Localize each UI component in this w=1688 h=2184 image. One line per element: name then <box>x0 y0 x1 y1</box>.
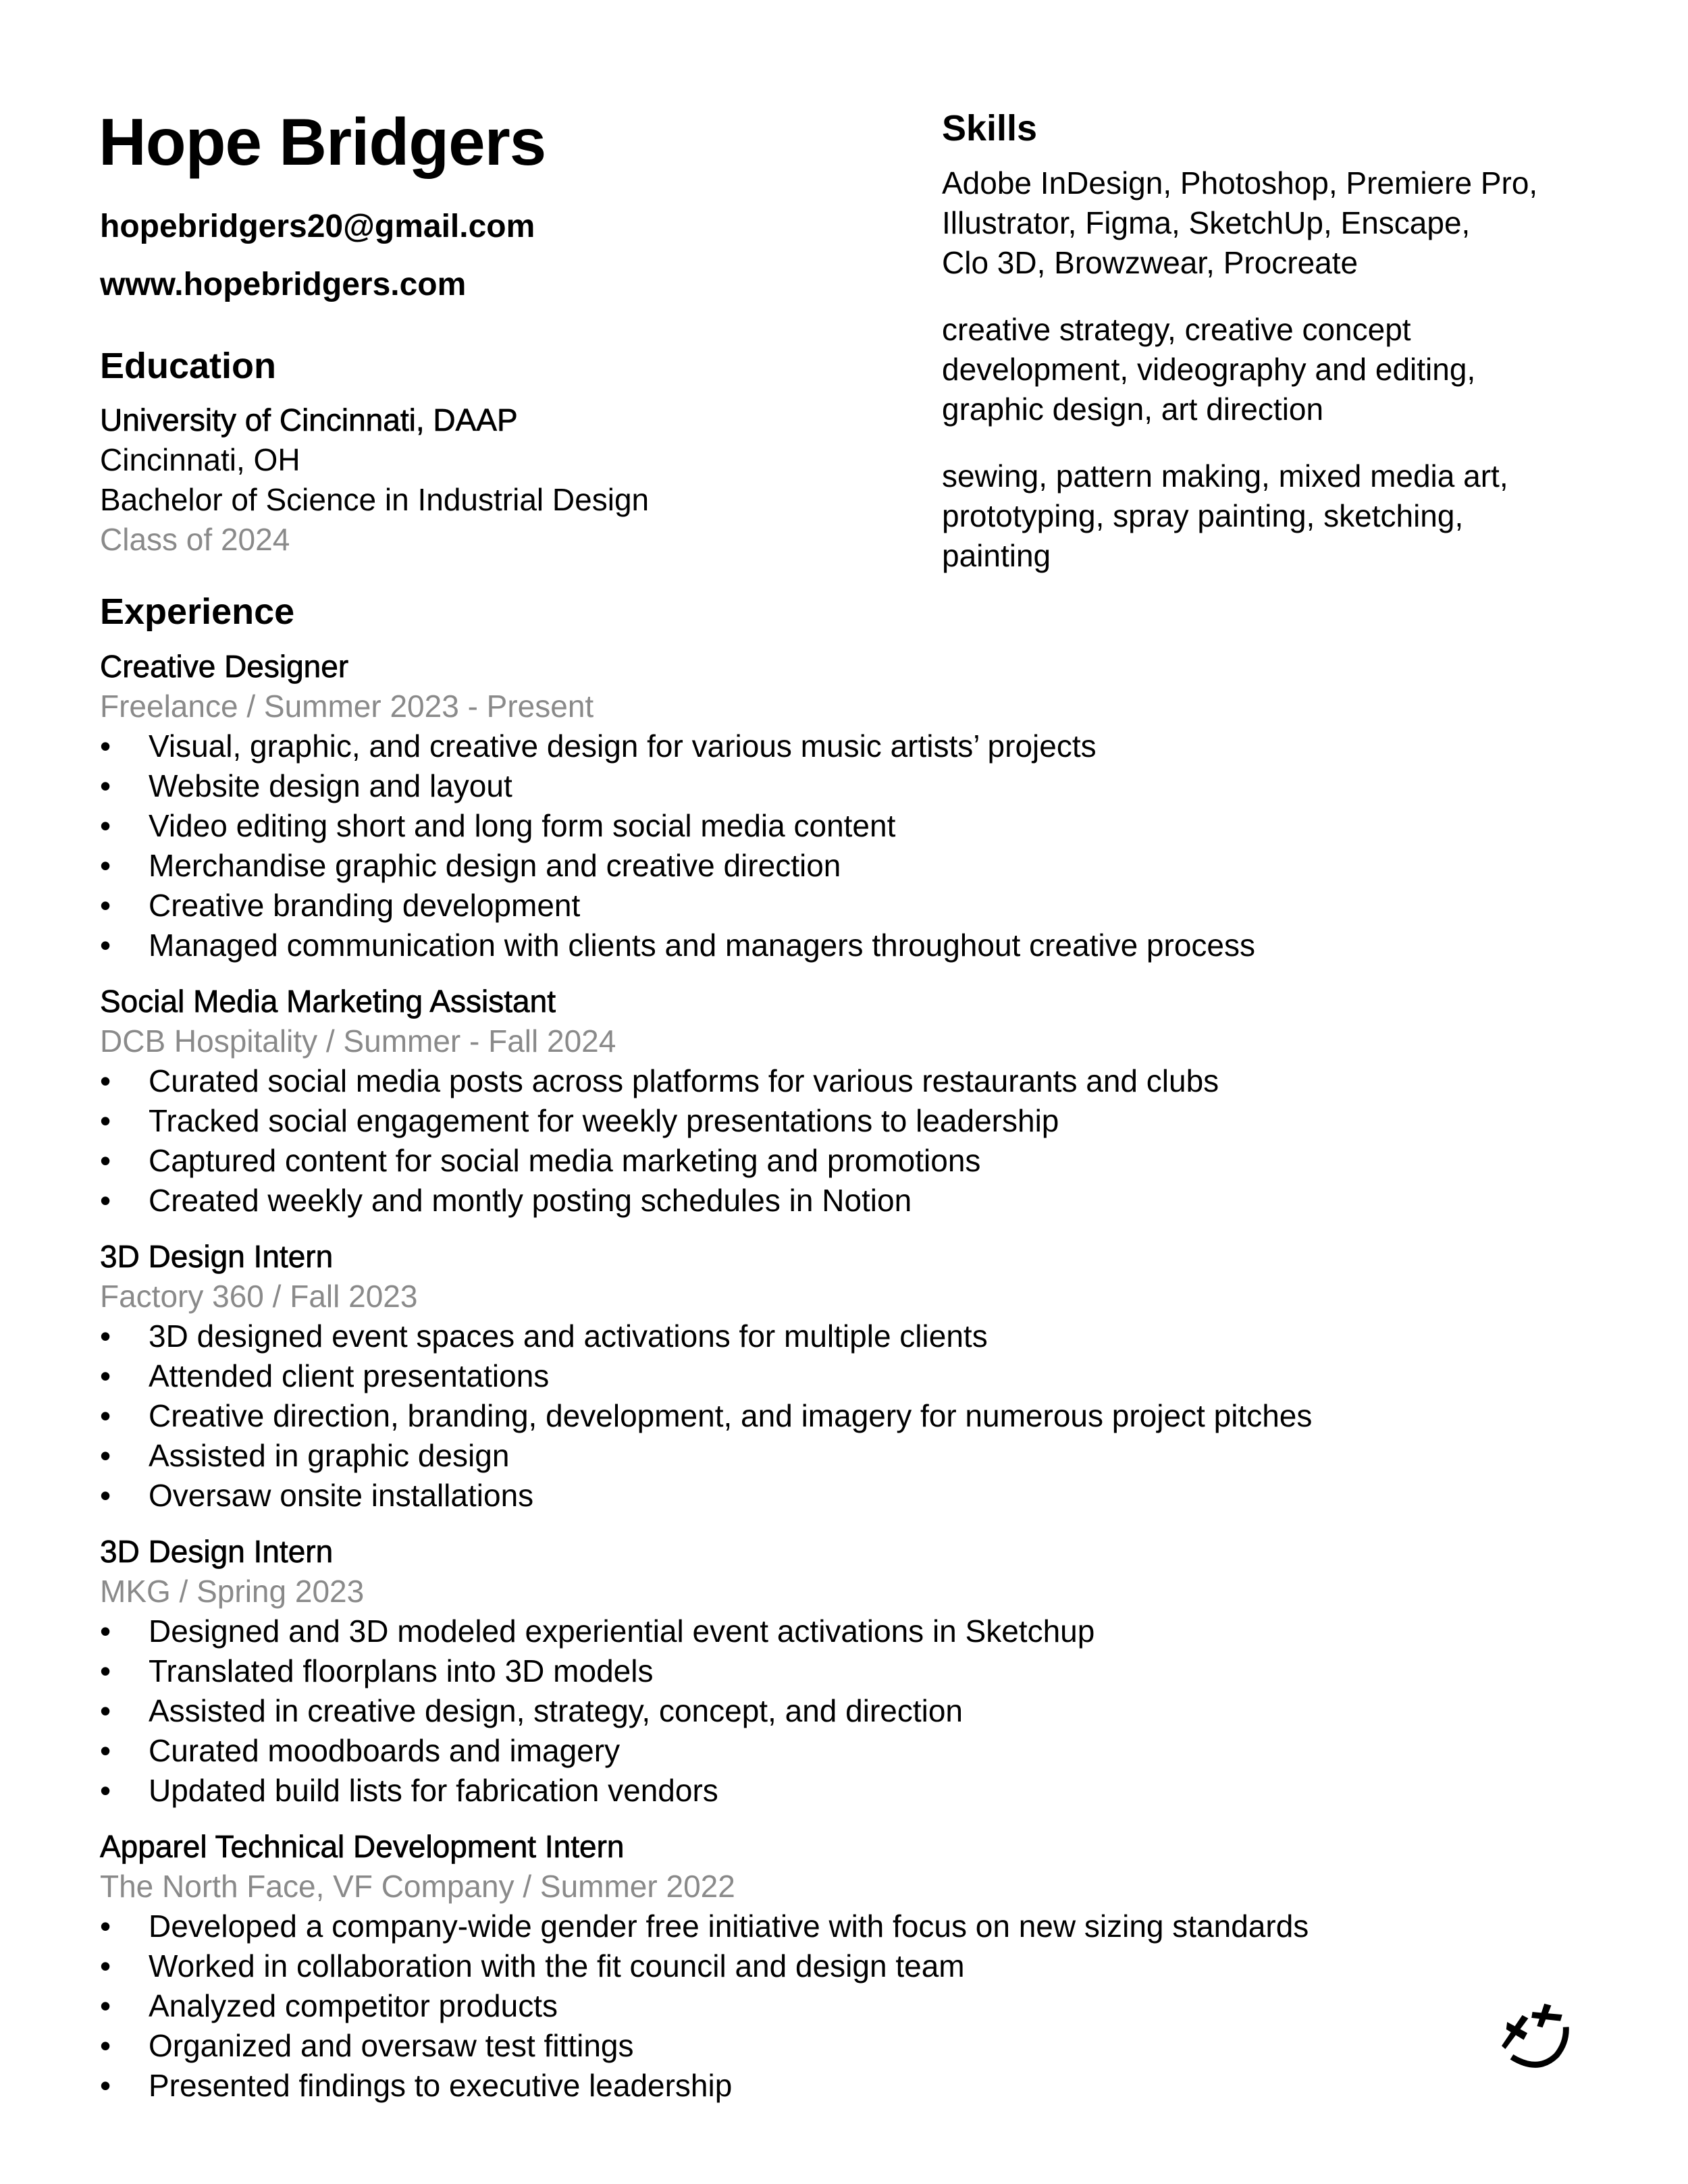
school-location: Cincinnati, OH <box>100 442 300 477</box>
skills-line: creative strategy, creative concept <box>942 312 1411 347</box>
job-bullet: • Visual, graphic, and creative design for various music artists’ projects <box>100 726 1518 766</box>
skills-line: Illustrator, Figma, SketchUp, Enscape, <box>942 205 1471 240</box>
degree: Bachelor of Science in Industrial Design <box>100 482 650 517</box>
job-subtitle: Factory 360 / Fall 2023 <box>100 1279 418 1314</box>
job-bullet: • Tracked social engagement for weekly presentations to leadership <box>100 1101 1518 1141</box>
skills-line: painting <box>942 538 1051 573</box>
skills-group <box>942 456 1537 576</box>
job-entry <box>100 1237 1518 1516</box>
job-bullet: • Curated social media posts across platforms for various restaurants and clubs <box>100 1061 1518 1101</box>
job-bullet: • Curated moodboards and imagery <box>100 1731 1518 1771</box>
skills-group <box>942 163 1537 283</box>
job-subtitle: MKG / Spring 2023 <box>100 1574 365 1609</box>
skills-line: graphic design, art direction <box>942 392 1324 427</box>
job-bullet: • Managed communication with clients and managers throughout creative process <box>100 926 1518 965</box>
job-bullet: • Creative direction, branding, development, and imagery for numerous project pitches <box>100 1396 1518 1436</box>
job-bullet: • Captured content for social media marketing and promotions <box>100 1141 1518 1181</box>
school-name: University of Cincinnati, DAAP <box>100 402 518 437</box>
job-bullet: • Video editing short and long form social media content <box>100 806 1518 846</box>
job-bullet: • Creative branding development <box>100 886 1518 926</box>
skills-line: prototyping, spray painting, sketching, <box>942 498 1464 533</box>
job-title: Apparel Technical Development Intern <box>100 1829 625 1864</box>
job-bullet: • Presented findings to executive leadership <box>100 2066 1518 2106</box>
job-subtitle: Freelance / Summer 2023 - Present <box>100 689 594 724</box>
job-subtitle: The North Face, VF Company / Summer 2022 <box>100 1869 735 1904</box>
job-subtitle: DCB Hospitality / Summer - Fall 2024 <box>100 1023 616 1059</box>
job-bullet: • Analyzed competitor products <box>100 1986 1518 2026</box>
email-link[interactable]: hopebridgers20@gmail.com <box>100 209 535 244</box>
job-entry <box>100 982 1518 1221</box>
job-bullet: • Developed a company-wide gender free initiative with focus on new sizing standards <box>100 1907 1518 1946</box>
job-bullet: • Merchandise graphic design and creative direction <box>100 846 1518 886</box>
job-bullet: • Created weekly and montly posting schedules in Notion <box>100 1181 1518 1221</box>
job-bullet: • Translated floorplans into 3D models <box>100 1651 1518 1691</box>
job-bullet: • Designed and 3D modeled experiential event activations in Sketchup <box>100 1612 1518 1651</box>
job-bullet: • Assisted in creative design, strategy, concept, and direction <box>100 1691 1518 1731</box>
skills-line: sewing, pattern making, mixed media art, <box>942 458 1508 494</box>
job-title: 3D Design Intern <box>100 1239 334 1274</box>
candidate-name: Hope Bridgers <box>99 105 546 179</box>
skills-heading: Skills <box>942 108 1038 149</box>
job-title: 3D Design Intern <box>100 1534 334 1569</box>
skills-line: Adobe InDesign, Photoshop, Premiere Pro, <box>942 165 1538 201</box>
smiley-x-eyes-logo-icon <box>1479 1978 1593 2086</box>
experience-section <box>100 591 1518 2122</box>
job-bullet: • Website design and layout <box>100 766 1518 806</box>
skills-section <box>942 107 1537 603</box>
job-bullet: • Organized and oversaw test fittings <box>100 2026 1518 2066</box>
website-link[interactable]: www.hopebridgers.com <box>100 267 467 302</box>
skills-group <box>942 310 1537 429</box>
job-title: Social Media Marketing Assistant <box>100 984 556 1019</box>
job-title: Creative Designer <box>100 649 349 684</box>
job-bullet: • Worked in collaboration with the fit council and design team <box>100 1946 1518 1986</box>
skills-line: development, videography and editing, <box>942 352 1476 387</box>
job-bullet: • Attended client presentations <box>100 1356 1518 1396</box>
job-entry <box>100 647 1518 965</box>
job-bullet: • Updated build lists for fabrication vendors <box>100 1771 1518 1811</box>
education-heading: Education <box>100 346 277 386</box>
job-bullet: • Assisted in graphic design <box>100 1436 1518 1476</box>
job-bullet: • 3D designed event spaces and activations for multiple clients <box>100 1316 1518 1356</box>
job-entry <box>100 1827 1518 2106</box>
graduation-class: Class of 2024 <box>100 522 290 557</box>
experience-heading: Experience <box>100 591 295 632</box>
job-entry <box>100 1532 1518 1811</box>
skills-line: Clo 3D, Browzwear, Procreate <box>942 245 1359 280</box>
job-bullet: • Oversaw onsite installations <box>100 1476 1518 1516</box>
